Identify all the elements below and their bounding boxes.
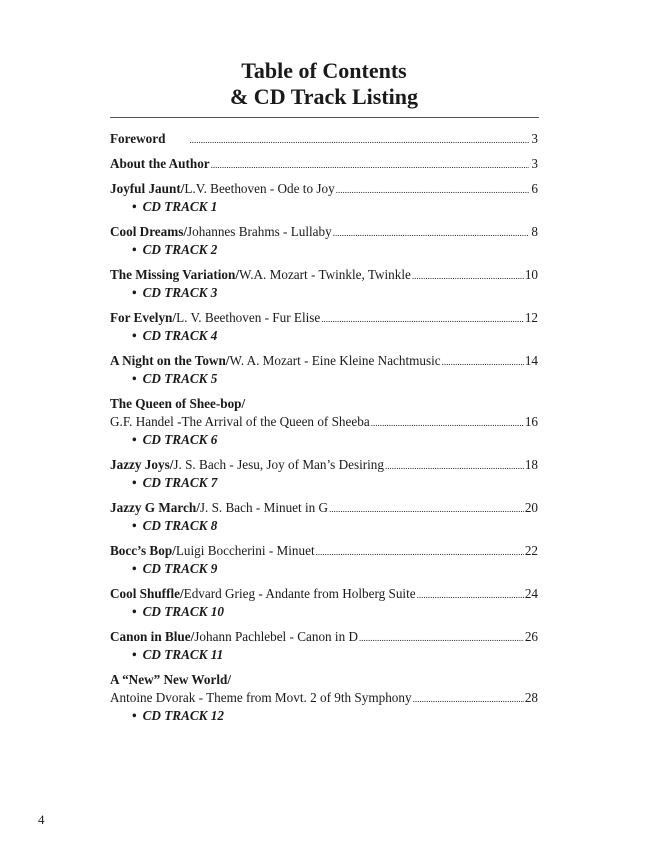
bullet-icon: • xyxy=(132,242,137,257)
toc-entry-composer: Edvard Grieg - Andante from Holberg Suite xyxy=(183,586,416,601)
toc-entry-composer: J. S. Bach - Jesu, Joy of Man’s Desiring xyxy=(173,457,384,472)
toc-entry xyxy=(110,309,538,345)
toc-entry-line xyxy=(110,456,538,474)
toc-entry-separator: / xyxy=(241,396,246,411)
cd-track-label: CD TRACK 8 xyxy=(142,518,218,533)
dot-leader xyxy=(329,499,524,518)
toc-entry-page: 22 xyxy=(524,543,538,558)
toc-entry-title: Canon in Blue xyxy=(110,629,191,644)
toc-entry-separator: / xyxy=(169,457,174,472)
toc-entry-composer: L.V. Beethoven - Ode to Joy xyxy=(184,181,335,196)
toc-entry-page: 3 xyxy=(531,131,538,146)
cd-track-label: CD TRACK 1 xyxy=(142,199,218,214)
bullet-icon: • xyxy=(132,561,137,576)
cd-track-line xyxy=(110,370,538,388)
toc-entry-line xyxy=(110,628,538,646)
cd-track-line xyxy=(110,431,538,449)
dot-leader xyxy=(413,689,524,708)
title-divider xyxy=(110,117,539,118)
toc-entry-detail-line xyxy=(110,689,538,707)
dot-leader xyxy=(359,628,524,647)
cd-track-line xyxy=(110,646,538,664)
toc-entry-heading-line xyxy=(110,395,538,413)
toc-entry xyxy=(110,155,538,173)
toc-entry-page: 20 xyxy=(524,500,538,515)
toc-entry-composer: Johann Pachlebel - Canon in D xyxy=(194,629,359,644)
toc-entry-separator: / xyxy=(196,500,200,515)
toc-entry-separator: / xyxy=(190,629,195,644)
toc-entry-title: A Night on the Town xyxy=(110,353,226,368)
toc-entry-separator: / xyxy=(235,267,239,282)
bullet-icon: • xyxy=(132,518,137,533)
toc-entry-title: Cool Dreams xyxy=(110,224,184,239)
cd-track-label: CD TRACK 10 xyxy=(142,604,224,619)
dot-leader xyxy=(371,413,524,432)
toc-entry xyxy=(110,223,538,259)
bullet-icon: • xyxy=(132,647,137,662)
toc-entry-page: 28 xyxy=(524,690,538,705)
toc-entry xyxy=(110,628,538,664)
cd-track-line xyxy=(110,198,538,216)
toc-entry-title: Cool Shuffle xyxy=(110,586,180,601)
dot-leader xyxy=(336,180,529,199)
toc-entry xyxy=(110,542,538,578)
page-title xyxy=(0,58,648,110)
toc-entry-line xyxy=(110,499,538,517)
toc-entry-page: 14 xyxy=(524,353,538,368)
page-title-line-2: & CD Track Listing xyxy=(229,84,419,109)
cd-track-label: CD TRACK 5 xyxy=(142,371,218,386)
cd-track-line xyxy=(110,707,538,725)
toc-entry-title: Bocc’s Bop xyxy=(110,543,173,558)
toc-entry-title: About the Author xyxy=(110,156,210,171)
toc-entry-line xyxy=(110,180,538,198)
toc-entry-composer: Antoine Dvorak - Theme from Movt. 2 of 9th Symphony xyxy=(110,690,412,705)
toc-entry-title: Jazzy Joys xyxy=(110,457,170,472)
table-of-contents xyxy=(110,130,538,732)
toc-entry xyxy=(110,130,538,148)
page-number: 4 xyxy=(38,812,45,827)
toc-entry xyxy=(110,585,538,621)
cd-track-label: CD TRACK 6 xyxy=(142,432,218,447)
toc-entry-page: 24 xyxy=(524,586,538,601)
toc-entry-composer: W. A. Mozart - Eine Kleine Nachtmusic xyxy=(229,353,441,368)
toc-entry-separator: / xyxy=(180,181,185,196)
toc-entry-page: 10 xyxy=(524,267,538,282)
cd-track-label: CD TRACK 2 xyxy=(142,242,218,257)
toc-entry xyxy=(110,395,538,449)
toc-entry-heading-line xyxy=(110,671,538,689)
toc-entry-page: 3 xyxy=(531,156,538,171)
cd-track-label: CD TRACK 7 xyxy=(142,475,218,490)
toc-entry-composer: L. V. Beethoven - Fur Elise xyxy=(176,310,321,325)
toc-entry-separator: / xyxy=(172,310,177,325)
toc-entry-title: The Missing Variation xyxy=(110,267,236,282)
toc-entry-line xyxy=(110,585,538,603)
bullet-icon: • xyxy=(132,432,137,447)
cd-track-line xyxy=(110,474,538,492)
cd-track-label: CD TRACK 12 xyxy=(142,708,224,723)
toc-entry xyxy=(110,456,538,492)
dot-leader xyxy=(412,266,524,285)
toc-entry-page: 8 xyxy=(531,224,538,239)
toc-entry-separator: / xyxy=(172,543,176,558)
cd-track-line xyxy=(110,603,538,621)
bullet-icon: • xyxy=(132,328,137,343)
toc-entry-line xyxy=(110,130,538,148)
toc-entry-line xyxy=(110,352,538,370)
toc-entry-detail-line xyxy=(110,413,538,431)
toc-entry-title: Joyful Jaunt xyxy=(110,181,181,196)
cd-track-label: CD TRACK 3 xyxy=(142,285,218,300)
toc-entry-composer: J. S. Bach - Minuet in G xyxy=(199,500,329,515)
dot-leader xyxy=(333,223,529,242)
toc-entry-composer: Luigi Boccherini - Minuet xyxy=(175,543,315,558)
toc-entry-composer: G.F. Handel -The Arrival of the Queen of Sheeba xyxy=(110,414,370,429)
dot-leader xyxy=(442,352,524,371)
bullet-icon: • xyxy=(132,604,137,619)
dot-leader xyxy=(385,456,524,475)
toc-entry-composer: Johannes Brahms - Lullaby xyxy=(187,224,332,239)
cd-track-line xyxy=(110,560,538,578)
toc-entry-title: A “New” New World xyxy=(110,672,228,687)
cd-track-line xyxy=(110,284,538,302)
toc-entry-separator: / xyxy=(183,224,188,239)
dot-leader xyxy=(321,309,524,328)
toc-entry-line xyxy=(110,223,538,241)
toc-entry-composer: W.A. Mozart - Twinkle, Twinkle xyxy=(238,267,411,282)
toc-entry xyxy=(110,266,538,302)
bullet-icon: • xyxy=(132,285,137,300)
toc-entry-title: For Evelyn xyxy=(110,310,173,325)
toc-entry xyxy=(110,180,538,216)
dot-leader xyxy=(316,542,524,561)
toc-entry-separator: / xyxy=(179,586,184,601)
toc-entry-title: Jazzy G March xyxy=(110,500,197,515)
cd-track-line xyxy=(110,327,538,345)
toc-entry-separator: / xyxy=(225,353,230,368)
bullet-icon: • xyxy=(132,199,137,214)
toc-entry-line xyxy=(110,309,538,327)
cd-track-label: CD TRACK 4 xyxy=(142,328,218,343)
cd-track-line xyxy=(110,517,538,535)
dot-leader xyxy=(417,585,524,604)
toc-entry-page: 18 xyxy=(524,457,538,472)
toc-entry xyxy=(110,499,538,535)
toc-entry xyxy=(110,352,538,388)
dot-leader xyxy=(189,130,529,149)
bullet-icon: • xyxy=(132,475,137,490)
cd-track-line xyxy=(110,241,538,259)
bullet-icon: • xyxy=(132,708,137,723)
dot-leader xyxy=(211,155,529,174)
page-title-line-1: Table of Contents xyxy=(241,58,407,83)
toc-entry-title: Foreword xyxy=(110,131,166,146)
bullet-icon: • xyxy=(132,371,137,386)
toc-entry-page: 12 xyxy=(524,310,538,325)
cd-track-label: CD TRACK 11 xyxy=(142,647,224,662)
cd-track-label: CD TRACK 9 xyxy=(142,561,218,576)
toc-entry xyxy=(110,671,538,725)
toc-entry-line xyxy=(110,155,538,173)
toc-entry-line xyxy=(110,266,538,284)
toc-entry-separator: / xyxy=(227,672,232,687)
toc-entry-page: 26 xyxy=(524,629,538,644)
toc-entry-line xyxy=(110,542,538,560)
toc-entry-title: The Queen of Shee-bop xyxy=(110,396,242,411)
toc-entry-page: 6 xyxy=(531,181,538,196)
toc-entry-page: 16 xyxy=(524,414,538,429)
